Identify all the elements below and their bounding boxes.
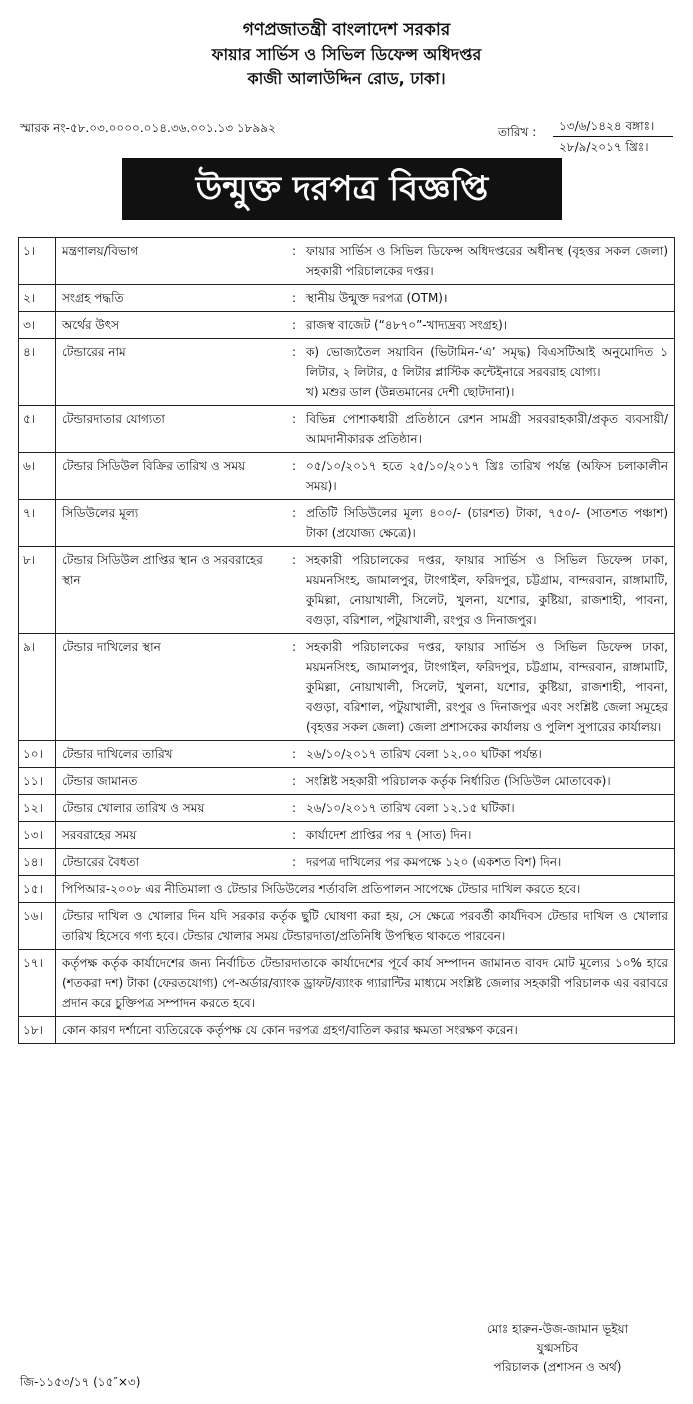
table-row [19, 339, 675, 406]
row-colon: : [288, 238, 300, 285]
row-number: ৫। [19, 406, 56, 453]
row-value [300, 339, 675, 406]
row-label: টেন্ডারের নাম [56, 339, 289, 406]
row-label: মন্ত্রণালয়/বিভাগ [56, 238, 289, 285]
row-value: ০৫/১০/২০১৭ হতে ২৫/১০/২০১৭ খ্রিঃ তারিখ পর্যন্ত (অফিস চলাকালীন সময়)। [300, 453, 675, 500]
table-row [19, 634, 675, 741]
row-value: সহকারী পরিচালকের দপ্তর, ফায়ার সার্ভিস ও সিভিল ডিফেন্স ঢাকা, ময়মনসিংহ, জামালপুর, টাংগাইল, ফরিদপুর, চট্টগ্রাম, বান্দরবান, রাঙ্গামাটি, কুমিল্লা, নোয়াখালী, সিলেট, খুলনা, যশোর, কুষ্টিয়া, রাজশাহী, পাবনা, বগুড়া, বরিশাল, পটুয়াখালী, রংপুর ও দিনাজপুর। [300, 547, 675, 634]
row-colon: : [288, 453, 300, 500]
row-colon: : [288, 795, 300, 822]
row-value: বিভিন্ন পোশাকধারী প্রতিষ্ঠানে রেশন সামগ্রী সরবরাহকারী/প্রকৃত ব্যবসায়ী/আমদানীকারক প্রতিষ্ঠান। [300, 406, 675, 453]
table-row [19, 406, 675, 453]
table-row [19, 285, 675, 312]
header [0, 18, 693, 91]
table-row [19, 547, 675, 634]
row-colon: : [288, 500, 300, 547]
notice-title: উন্মুক্ত দরপত্র বিজ্ঞপ্তি [122, 158, 562, 220]
date-english: ২৮/৯/২০১৭ খ্রিঃ। [559, 140, 649, 154]
row-number: ৭। [19, 500, 56, 547]
row-value: দরপত্র দাখিলের পর কমপক্ষে ১২০ (একশত বিশ) দিন। [300, 849, 675, 876]
table-row [19, 500, 675, 547]
row-label: অর্থের উৎস [56, 312, 289, 339]
memo-number: স্মারক নং-৫৮.০৩.০০০০.০১৪.৩৬.০০১.১৩ ১৮৯৯২ [20, 121, 276, 135]
row-value: ২৬/১০/২০১৭ তারিখ বেলা ১২.০০ ঘটিকা পর্যন্ত। [300, 741, 675, 768]
row-number: ৩। [19, 312, 56, 339]
row-colon: : [288, 849, 300, 876]
row-colon: : [288, 822, 300, 849]
row-value: সংশ্লিষ্ট সহকারী পরিচালক কর্তৃক নির্ধারিত (সিডিউল মোতাবেক)। [300, 768, 675, 795]
row-number: ২। [19, 285, 56, 312]
row-number: ১২। [19, 795, 56, 822]
row-number: ৪। [19, 339, 56, 406]
row-number: ৮। [19, 547, 56, 634]
row-colon: : [288, 312, 300, 339]
signature-block [440, 1320, 675, 1377]
note-text: কোন কারণ দর্শানো ব্যতিরেকে কর্তৃপক্ষ যে কোন দরপত্র গ্রহণ/বাতিল করার ক্ষমতা সংরক্ষণ করেন। [56, 1017, 675, 1044]
signatory-designation: যুগ্মসচিব [536, 1341, 579, 1355]
row-colon: : [288, 768, 300, 795]
row-colon: : [288, 339, 300, 406]
date-label: তারিখ : [498, 125, 537, 139]
row-label: সংগ্রহ পদ্ধতি [56, 285, 289, 312]
row-label: টেন্ডার জামানত [56, 768, 289, 795]
row-label: টেন্ডারদাতার যোগ্যতা [56, 406, 289, 453]
row-label: টেন্ডার খোলার তারিখ ও সময় [56, 795, 289, 822]
date-box [553, 116, 673, 157]
table-row [19, 741, 675, 768]
note-row [19, 950, 675, 1017]
table-row [19, 768, 675, 795]
note-number: ১৬। [19, 903, 56, 950]
row-colon: : [288, 547, 300, 634]
row-number: ১০। [19, 741, 56, 768]
table-row [19, 822, 675, 849]
row-colon: : [288, 285, 300, 312]
row-value: স্থানীয় উন্মুক্ত দরপত্র (OTM)। [300, 285, 675, 312]
row-number: ১৪। [19, 849, 56, 876]
note-number: ১৮। [19, 1017, 56, 1044]
row-value: ফায়ার সার্ভিস ও সিভিল ডিফেন্স অধিদপ্তরের অধীনস্থ (বৃহত্তর সকল জেলা) সহকারী পরিচালকের দপ্তর। [300, 238, 675, 285]
row-number: ৯। [19, 634, 56, 741]
row-number: ৬। [19, 453, 56, 500]
note-number: ১৭। [19, 950, 56, 1017]
note-text: কর্তৃপক্ষ কর্তৃক কার্যাদেশের জন্য নির্বাচিত টেন্ডারদাতাকে কার্যাদেশের পূর্বে কার্য সম্পাদন জামানত বাবদ মোট মূল্যের ১০% হারে (শতকরা দশ) টাকা (ফেরতযোগ্য) পে-অর্ডার/ব্যাংক ড্রাফট/ব্যাংক গ্যারান্টির মাধ্যমে সংশ্লিষ্ট জেলার সহকারী পরিচালক এর বরাবরে প্রদান করে চুক্তিপত্র সম্পাদন করতে হবে। [56, 950, 675, 1017]
row-colon: : [288, 634, 300, 741]
row-value: প্রতিটি সিডিউলের মূল্য ৪০০/- (চারশত) টাকা, ৭৫০/- (সাতশত পঞ্চাশ) টাকা (প্রযোজ্য ক্ষেত্রে)। [300, 500, 675, 547]
table-row [19, 312, 675, 339]
tender-item-b: খ) মশুর ডাল (উন্নতমানের দেশী ছোটদানা)। [306, 385, 515, 399]
row-label: টেন্ডার দাখিলের স্থান [56, 634, 289, 741]
row-label: টেন্ডার সিডিউল বিক্রির তারিখ ও সময় [56, 453, 289, 500]
row-value: রাজস্ব বাজেট (“৪৮৭০”-খাদ্যদ্রব্য সংগ্রহ)। [300, 312, 675, 339]
table-row [19, 795, 675, 822]
note-text: টেন্ডার দাখিল ও খোলার দিন যদি সরকার কর্তৃক ছুটি ঘোষণা করা হয়, সে ক্ষেত্রে পরবর্তী কার্যদিবস টেন্ডার দাখিল ও খোলার তারিখ হিসেবে গণ্য হবে। টেন্ডার খোলার সময় টেন্ডারদাতা/প্রতিনিধি উপস্থিত থাকতে পারবেন। [56, 903, 675, 950]
row-number: ১৩। [19, 822, 56, 849]
row-label: সরবরাহের সময় [56, 822, 289, 849]
tender-table [18, 237, 675, 1044]
date-bangla: ১৩/৬/১৪২৪ বঙ্গাঃ। [553, 116, 673, 137]
tender-item-a: ক) ভোজ্যতৈল সয়াবিন (ভিটামিন-‘এ’ সমৃদ্ধ) বিএসটিআই অনুমোদিত ১ লিটার, ২ লিটার, ৫ লিটার প্লাস্টিক কন্টেইনারে সরবরাহ যোগ্য। [306, 345, 668, 379]
row-colon: : [288, 406, 300, 453]
row-label: টেন্ডার সিডিউল প্রাপ্তির স্থান ও সরবরাহের স্থান [56, 547, 289, 634]
table-row [19, 453, 675, 500]
row-value: কার্যাদেশ প্রাপ্তির পর ৭ (সাত) দিন। [300, 822, 675, 849]
row-value: সহকারী পরিচালকের দপ্তর, ফায়ার সার্ভিস ও সিভিল ডিফেন্স ঢাকা, ময়মনসিংহ, জামালপুর, টাংগাইল, ফরিদপুর, চট্টগ্রাম, বান্দরবান, রাঙ্গামাটি, কুমিল্লা, নোয়াখালী, সিলেট, খুলনা, যশোর, কুষ্টিয়া, রাজশাহী, পাবনা, বগুড়া, বরিশাল, পটুয়াখালী, রংপুর ও দিনাজপুর এবং সংশ্লিষ্ট জেলা সমূহের (বৃহত্তর সকল জেলা) জেলা প্রশাসকের কার্যালয় ও পুলিশ সুপারের কার্যালয়। [300, 634, 675, 741]
note-row [19, 876, 675, 903]
note-row [19, 903, 675, 950]
note-row [19, 1017, 675, 1044]
signatory-office: পরিচালক (প্রশাসন ও অর্থ) [493, 1360, 622, 1374]
row-number: ১। [19, 238, 56, 285]
row-value: ২৬/১০/২০১৭ তারিখ বেলা ১২.১৫ ঘটিকা। [300, 795, 675, 822]
note-number: ১৫। [19, 876, 56, 903]
table-row [19, 849, 675, 876]
header-address: কাজী আলাউদ্দিন রোড, ঢাকা। [247, 69, 446, 88]
signatory-name: মোঃ হারুন-উজ-জামান ভূইয়া [486, 1322, 629, 1336]
footer-code: জি-১১৫৩/১৭ (১৫″×৩) [20, 1375, 141, 1389]
table-row [19, 238, 675, 285]
row-label: টেন্ডারের বৈধতা [56, 849, 289, 876]
row-number: ১১। [19, 768, 56, 795]
header-government: গণপ্রজাতন্ত্রী বাংলাদেশ সরকার [242, 20, 451, 40]
row-label: সিডিউলের মূল্য [56, 500, 289, 547]
row-label: টেন্ডার দাখিলের তারিখ [56, 741, 289, 768]
note-text: পিপিআর-২০০৮ এর নীতিমালা ও টেন্ডার সিডিউলের শর্তাবলি প্রতিপালন সাপেক্ষে টেন্ডার দাখিল করতে হবে। [56, 876, 675, 903]
row-colon: : [288, 741, 300, 768]
header-department: ফায়ার সার্ভিস ও সিভিল ডিফেন্স অধিদপ্তর [211, 45, 482, 64]
